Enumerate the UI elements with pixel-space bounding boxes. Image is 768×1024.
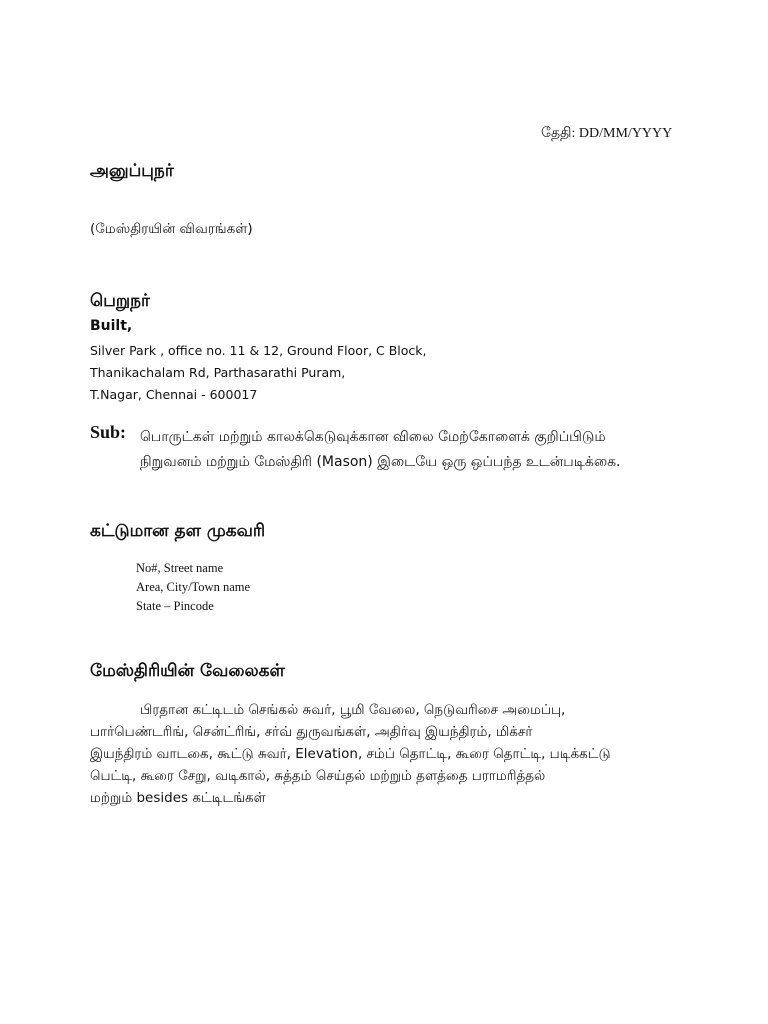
sender-heading: அனுப்புநர் (90, 161, 174, 181)
site-address-block (136, 559, 250, 616)
site-address-line-1: No#, Street name (136, 561, 224, 575)
document-date: தேதி: DD/MM/YYYY (541, 126, 673, 141)
works-line-3: இயந்திரம் வாடகை, கூட்டு சுவர், Elevation, சம்ப் தொட்டி, கூரை தொட்டி, படிக்கட்டு (90, 746, 611, 762)
site-address-heading: கட்டுமான தள முகவரி (90, 521, 266, 541)
subject-line-2: நிறுவனம் மற்றும் மேஸ்திரி (Mason) இடையே ஒரு ஒப்பந்த உடன்படிக்கை. (140, 454, 621, 470)
works-line-1: பிரதான கட்டிடம் செங்கல் சுவர், பூமி வேலை, நெடுவரிசை அமைப்பு, (140, 702, 566, 718)
recipient-address-line-1: Silver Park , office no. 11 & 12, Ground Floor, C Block, (90, 343, 427, 358)
recipient-address-line-3: T.Nagar, Chennai - 600017 (90, 387, 258, 402)
site-address-line-2: Area, City/Town name (136, 580, 251, 594)
works-paragraph (90, 699, 700, 809)
subject-label: Sub: (90, 422, 127, 442)
works-heading: மேஸ்திரியின் வேலைகள் (90, 661, 285, 681)
subject-text (140, 425, 620, 475)
works-line-4: பெட்டி, கூரை சேறு, வடிகால், சுத்தம் செய்தல் மற்றும் தளத்தை பராமரித்தல் (90, 768, 546, 784)
subject-line-1: பொருட்கள் மற்றும் காலக்கெடுவுக்கான விலை மேற்கோளைக் குறிப்பிடும் (140, 429, 606, 445)
works-line-2: பார்பெண்டரிங், சென்ட்ரிங், சர்வ் துருவங்கள், அதிர்வு இயந்திரம், மிக்சர் (90, 724, 533, 740)
works-line-5: மற்றும் besides கட்டிடங்கள் (90, 790, 266, 806)
site-address-line-3: State – Pincode (136, 599, 214, 613)
recipient-heading: பெறுநர் (90, 291, 150, 311)
sender-details: (மேஸ்திரயின் விவரங்கள்) (90, 221, 253, 237)
recipient-address-line-2: Thanikachalam Rd, Parthasarathi Puram, (90, 365, 346, 380)
recipient-company: Built, (90, 318, 133, 334)
